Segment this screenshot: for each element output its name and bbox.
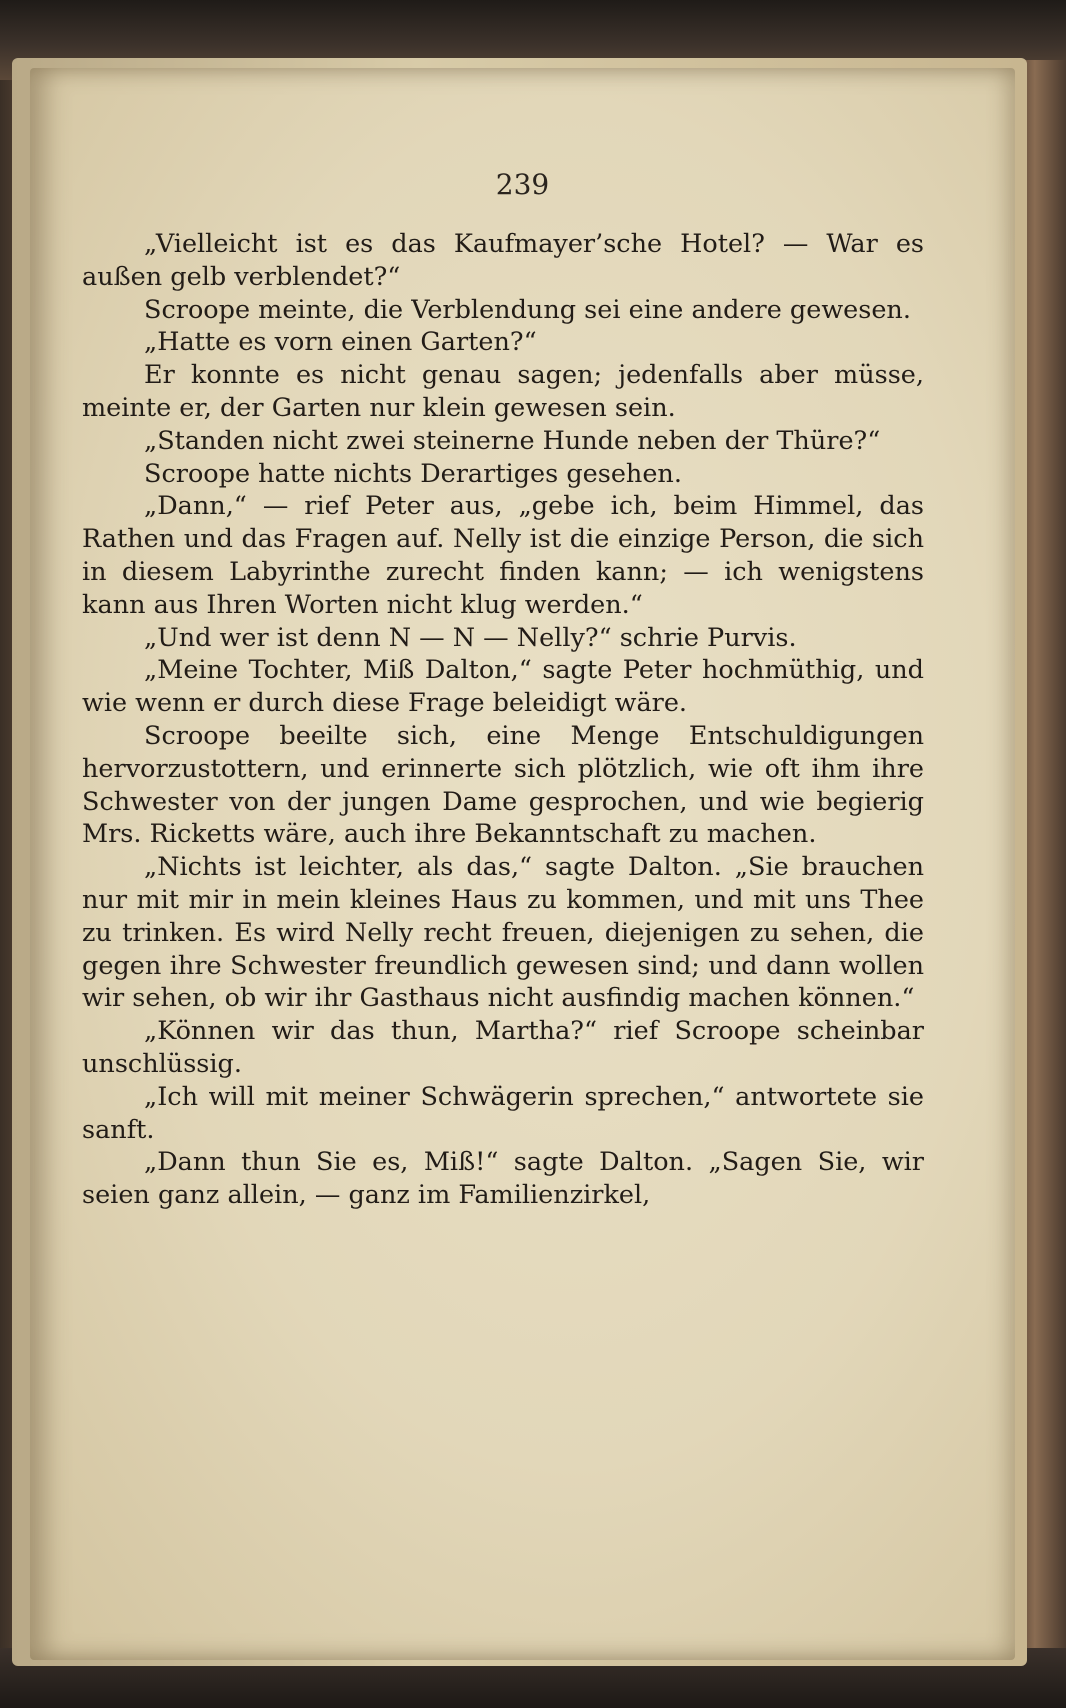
paragraph: Scroope meinte, die Verblendung sei eine andere gewesen. <box>144 294 911 325</box>
paragraph: Er konnte es nicht genau sagen; jedenfalls aber müsse, meinte er, der Garten nur klein gewesen sein. <box>82 360 924 423</box>
paragraph: „Vielleicht ist es das Kaufmayer’sche Hotel? — War es außen gelb verblendet?“ <box>82 229 924 292</box>
book-page <box>30 68 1015 1660</box>
paragraph: „Hatte es vorn einen Garten?“ <box>144 327 537 358</box>
paragraph: „Nichts ist leichter, als das,“ sagte Dalton. „Sie brauchen nur mit mir in mein kleines Haus zu kommen, und mit uns Thee zu trinken. Es wird Nelly recht freuen, diejenigen zu sehen, die gegen ihre Schwester freundlich gewesen sind; und dann wollen wir sehen, ob wir ihr Gasthaus nicht ausfindig machen können.“ <box>82 852 924 1014</box>
page-text <box>82 228 924 1212</box>
paragraph: „Und wer ist denn N — N — Nelly?“ schrie Purvis. <box>144 622 797 653</box>
paragraph: „Dann thun Sie es, Miß!“ sagte Dalton. „Sagen Sie, wir seien ganz allein, — ganz im Familienzirkel, <box>82 1147 924 1211</box>
paragraph: Scroope beeilte sich, eine Menge Entschuldigungen hervorzustottern, und erinnerte sich plötzlich, wie oft ihm ihre Schwester von der jungen Dame gesprochen, und wie begierig Mrs. Ricketts wäre, auch ihre Bekanntschaft zu machen. <box>82 720 924 850</box>
paragraph: „Ich will mit meiner Schwägerin sprechen,“ antwortete sie sanft. <box>82 1081 924 1145</box>
page-number: 239 <box>495 168 550 201</box>
paragraph: „Standen nicht zwei steinerne Hunde neben der Thüre?“ <box>144 425 881 456</box>
paragraph: Scroope hatte nichts Derartiges gesehen. <box>144 458 682 489</box>
paragraph: „Meine Tochter, Miß Dalton,“ sagte Peter hochmüthig, und wie wenn er durch diese Frage beleidigt wäre. <box>82 655 924 719</box>
paragraph: „Dann,“ — rief Peter aus, „gebe ich, beim Himmel, das Rathen und das Fragen auf. Nelly ist die einzige Person, die sich in diesem Labyrinthe zurecht finden kann; — ich wenigstens kann aus Ihren Worten nicht klug werden.“ <box>82 491 924 620</box>
paragraph: „Können wir das thun, Martha?“ rief Scroope scheinbar unschlüssig. <box>82 1016 924 1079</box>
